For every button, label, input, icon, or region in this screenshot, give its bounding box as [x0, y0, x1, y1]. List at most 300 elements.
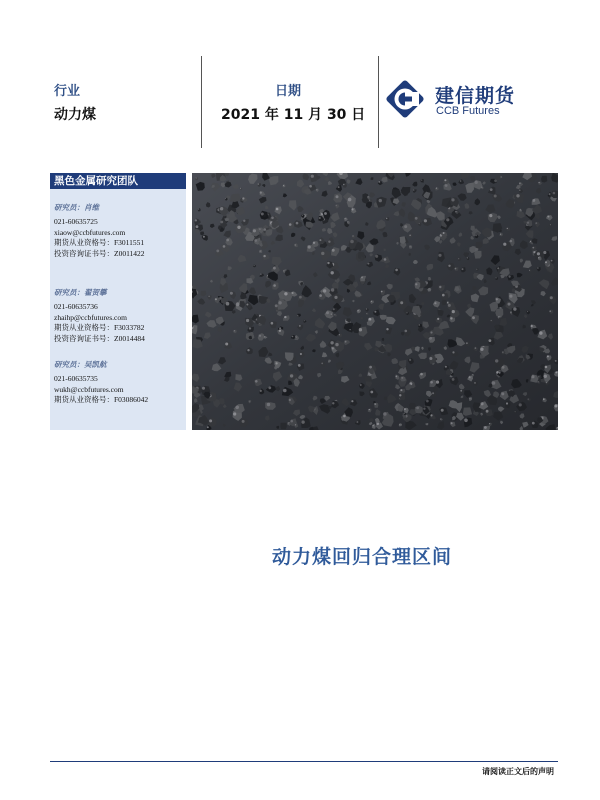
coal-highlight [410, 246, 411, 247]
researcher-name: 研究员：吴凯航 [54, 360, 107, 369]
coal-highlight [279, 327, 281, 329]
coal-highlight [543, 251, 546, 254]
researcher-card [54, 202, 186, 259]
coal-highlight [302, 215, 303, 216]
coal-highlight [299, 325, 301, 327]
coal-highlight [405, 330, 408, 333]
coal-highlight [371, 301, 372, 302]
coal-highlight [331, 271, 334, 274]
coal-highlight [550, 296, 553, 299]
coal-highlight [242, 197, 244, 199]
coal-highlight [220, 207, 223, 210]
coal-highlight [332, 347, 334, 349]
coal-highlight [476, 269, 477, 270]
coal-highlight [223, 245, 226, 248]
coal-highlight [345, 218, 346, 219]
coal-highlight [426, 400, 429, 403]
coal-highlight [366, 308, 367, 309]
coal-highlight [350, 240, 354, 244]
researcher-license-futures: 期货从业资格号：F3033782 [54, 323, 145, 332]
coal-highlight [475, 235, 476, 236]
coal-highlight [538, 381, 539, 382]
researcher-license-consult: 投资咨询证书号：Z0011422 [54, 248, 145, 258]
coal-highlight [415, 283, 417, 285]
coal-highlight [506, 402, 508, 404]
coal-highlight [404, 408, 406, 410]
coal-highlight [289, 223, 292, 226]
coal-highlight [489, 423, 490, 424]
coal-highlight [434, 302, 436, 304]
coal-highlight [538, 376, 540, 378]
coal-highlight [296, 222, 299, 225]
coal-highlight [255, 380, 258, 383]
coal-highlight [437, 318, 439, 320]
coal-highlight [276, 208, 279, 211]
coal-highlight [351, 400, 353, 402]
team-title: 黑色金属研究团队 [50, 173, 186, 189]
coal-highlight [550, 311, 551, 312]
brand-name-cn: 建信期货 [435, 85, 516, 107]
coal-highlight [537, 267, 538, 268]
coal-highlight [436, 381, 439, 384]
coal-highlight [439, 286, 441, 288]
brand-logo [385, 78, 553, 124]
researcher-name: 研究员：肖维 [54, 203, 99, 212]
researcher-phone: 021-60635725 [54, 217, 98, 226]
coal-highlight [553, 192, 556, 195]
coal-highlight [527, 311, 528, 312]
coal-highlight [448, 304, 451, 307]
industry-label: 行业 [54, 84, 81, 99]
coal-highlight [500, 234, 501, 235]
coal-highlight [529, 270, 530, 271]
coal-highlight [284, 292, 287, 295]
coal-highlight [254, 239, 257, 242]
coal-highlight [556, 371, 558, 373]
coal-highlight [452, 310, 455, 313]
coal-highlight [381, 291, 383, 293]
coal-highlight [399, 424, 400, 425]
coal-highlight [335, 343, 338, 346]
coal-highlight [367, 263, 369, 265]
coal-highlight [350, 329, 351, 330]
coal-highlight [359, 328, 362, 331]
coal-highlight [242, 420, 245, 423]
coal-highlight [379, 181, 381, 183]
coal-highlight [196, 177, 197, 178]
coal-highlight [276, 362, 278, 364]
coal-highlight [275, 304, 278, 307]
coal-highlight [273, 267, 276, 270]
coal-highlight [374, 403, 376, 405]
coal-highlight [469, 376, 471, 378]
coal-highlight [475, 181, 478, 184]
coal-highlight [451, 198, 454, 201]
coal-highlight [273, 284, 276, 287]
coal-highlight [496, 298, 498, 300]
coal-highlight [554, 404, 557, 407]
coal-highlight [442, 294, 445, 297]
coal-highlight [284, 316, 286, 318]
coal-highlight [492, 381, 496, 385]
coal-highlight [209, 419, 212, 422]
coal-highlight [503, 243, 506, 246]
coal-texture [192, 173, 558, 430]
coal-highlight [230, 292, 233, 295]
coal-highlight [236, 303, 240, 307]
researcher-license-futures: 期货从业资格号：F3011551 [54, 238, 145, 247]
coal-highlight [415, 217, 418, 220]
coal-highlight [544, 375, 547, 378]
coal-highlight [316, 189, 317, 190]
coal-highlight [539, 331, 542, 334]
coal-highlight [324, 212, 327, 215]
coal-highlight [295, 244, 296, 245]
coal-highlight [400, 389, 402, 391]
coal-highlight [259, 228, 261, 230]
coal-highlight [513, 307, 516, 310]
coal-highlight [430, 331, 432, 333]
coal-highlight [481, 413, 482, 414]
coal-highlight [528, 399, 529, 400]
coal-highlight [258, 183, 259, 184]
industry-value: 动力煤 [54, 107, 96, 123]
coal-highlight [343, 184, 344, 185]
coal-highlight [404, 413, 405, 414]
coal-highlight [484, 426, 487, 429]
coal-highlight [469, 398, 470, 399]
coal-highlight [348, 198, 352, 202]
coal-highlight [496, 277, 497, 278]
coal-highlight [220, 221, 223, 224]
coal-highlight [486, 410, 489, 413]
coal-highlight [202, 387, 205, 390]
coal-highlight [464, 419, 468, 423]
coal-highlight [283, 185, 284, 186]
coal-highlight [447, 302, 448, 303]
coal-highlight [343, 415, 346, 418]
coal-highlight [430, 381, 433, 384]
coal-highlight [259, 335, 261, 337]
coal-highlight [443, 232, 445, 234]
coal-highlight [278, 301, 281, 304]
coal-highlight [429, 337, 432, 340]
coal-highlight [498, 316, 499, 317]
coal-highlight [290, 374, 293, 377]
coal-highlight [334, 314, 335, 315]
researcher-email: wukh@ccbfutures.com [54, 384, 124, 394]
coal-highlight [292, 292, 294, 294]
coal-highlight [327, 262, 329, 264]
coal-highlight [386, 328, 388, 330]
coal-highlight [451, 422, 453, 424]
coal-photo [192, 173, 558, 430]
coal-highlight [254, 265, 255, 266]
coal-highlight [290, 420, 293, 423]
coal-highlight [384, 258, 387, 261]
coal-lump [474, 251, 481, 259]
coal-highlight [494, 195, 497, 198]
coal-highlight [304, 320, 305, 321]
coal-highlight [383, 412, 387, 416]
coal-highlight [323, 289, 326, 292]
coal-lump [280, 423, 286, 430]
coal-highlight [243, 220, 245, 222]
coal-highlight [502, 366, 505, 369]
coal-highlight [196, 225, 199, 228]
coal-highlight [267, 403, 270, 406]
coal-highlight [247, 349, 249, 351]
coal-highlight [499, 372, 501, 374]
coal-highlight [507, 228, 508, 229]
coal-highlight [455, 211, 456, 212]
coal-highlight [319, 217, 321, 219]
coal-highlight [283, 270, 285, 272]
coal-highlight [319, 239, 321, 241]
coal-highlight [313, 242, 315, 244]
coal-highlight [532, 247, 534, 249]
coal-highlight [301, 420, 304, 423]
coal-highlight [338, 186, 340, 188]
coal-highlight [333, 308, 335, 310]
coal-highlight [226, 239, 229, 242]
researcher-email: xiaow@ccbfutures.com [54, 227, 126, 237]
coal-highlight [295, 336, 297, 338]
coal-highlight [543, 398, 545, 400]
coal-highlight [418, 324, 420, 326]
coal-highlight [474, 382, 476, 384]
coal-highlight [279, 330, 281, 332]
coal-highlight [361, 276, 363, 278]
coal-highlight [356, 421, 358, 423]
coal-highlight [409, 359, 411, 361]
ccb-logo-icon [385, 79, 425, 119]
coal-highlight [395, 269, 398, 272]
coal-highlight [500, 307, 501, 308]
coal-highlight [233, 412, 236, 415]
coal-highlight [475, 347, 477, 349]
coal-highlight [326, 311, 329, 314]
coal-highlight [336, 205, 338, 207]
coal-highlight [249, 401, 250, 402]
coal-lump [541, 176, 547, 183]
coal-highlight [331, 314, 332, 315]
coal-highlight [501, 392, 504, 395]
coal-highlight [460, 180, 462, 182]
coal-highlight [452, 378, 455, 381]
coal-highlight [466, 342, 468, 344]
coal-highlight [409, 235, 410, 236]
coal-highlight [450, 317, 452, 319]
coal-highlight [321, 252, 324, 255]
coal-highlight [495, 359, 498, 362]
coal-highlight [352, 235, 353, 236]
researcher-card [54, 287, 186, 344]
coal-highlight [399, 394, 401, 396]
coal-highlight [458, 258, 459, 259]
coal-highlight [557, 427, 558, 428]
researcher-license-consult: 投资咨询证书号：Z0014484 [54, 333, 145, 343]
coal-highlight [537, 252, 540, 255]
coal-highlight [481, 187, 482, 188]
coal-highlight [444, 179, 446, 181]
coal-highlight [538, 182, 539, 183]
coal-highlight [413, 189, 414, 190]
coal-highlight [509, 295, 512, 298]
coal-highlight [283, 389, 287, 393]
coal-highlight [489, 214, 492, 217]
coal-highlight [246, 304, 248, 306]
coal-highlight [215, 298, 217, 300]
coal-highlight [260, 390, 262, 392]
brand-name-en: CCB Futures [436, 105, 500, 117]
coal-highlight [309, 185, 312, 188]
coal-highlight [366, 313, 367, 314]
coal-highlight [351, 208, 353, 210]
coal-highlight [240, 188, 241, 189]
coal-highlight [545, 261, 547, 263]
coal-highlight [225, 343, 228, 346]
coal-highlight [519, 189, 521, 191]
coal-highlight [336, 195, 339, 198]
coal-highlight [379, 199, 382, 202]
coal-highlight [421, 180, 422, 181]
coal-highlight [428, 288, 429, 289]
coal-highlight [195, 219, 197, 221]
coal-highlight [360, 384, 362, 386]
coal-highlight [527, 222, 529, 224]
coal-highlight [445, 184, 448, 187]
date-value: 2021 年 11 月 30 日 [221, 107, 366, 123]
coal-highlight [369, 409, 370, 410]
coal-highlight [263, 255, 265, 257]
coal-highlight [508, 303, 511, 306]
coal-highlight [308, 245, 311, 248]
coal-highlight [432, 392, 434, 394]
coal-highlight [538, 257, 539, 258]
coal-highlight [480, 402, 483, 405]
coal-highlight [300, 353, 302, 355]
coal-lump [409, 245, 412, 249]
coal-highlight [448, 265, 450, 267]
coal-highlight [406, 312, 407, 313]
coal-highlight [530, 241, 531, 242]
researcher-phone: 021-60635736 [54, 302, 98, 311]
coal-highlight [555, 360, 557, 362]
coal-highlight [420, 373, 423, 376]
coal-highlight [332, 249, 335, 252]
coal-highlight [532, 199, 535, 202]
coal-highlight [345, 341, 347, 343]
coal-highlight [328, 241, 330, 243]
coal-highlight [516, 194, 519, 197]
date-label: 日期 [275, 84, 302, 99]
coal-highlight [198, 209, 199, 210]
coal-highlight [203, 236, 205, 238]
coal-highlight [298, 364, 301, 367]
footer-disclaimer-note: 请阅读正文后的声明 [482, 766, 554, 776]
coal-highlight [375, 255, 378, 258]
coal-highlight [550, 224, 551, 225]
coal-highlight [321, 363, 323, 365]
researcher-phone: 021-60635735 [54, 374, 98, 383]
coal-highlight [260, 192, 262, 194]
header-divider-2 [378, 56, 379, 148]
coal-highlight [467, 257, 468, 258]
coal-highlight [386, 218, 387, 219]
coal-highlight [271, 322, 274, 325]
coal-highlight [532, 422, 535, 425]
coal-highlight [424, 219, 427, 222]
coal-highlight [491, 320, 492, 321]
coal-highlight [299, 296, 302, 299]
coal-highlight [226, 302, 230, 306]
coal-highlight [334, 296, 337, 299]
coal-highlight [430, 414, 432, 416]
coal-highlight [510, 312, 511, 313]
coal-highlight [235, 406, 239, 410]
coal-lump [364, 376, 372, 382]
coal-highlight [490, 188, 493, 191]
coal-highlight [330, 341, 333, 344]
research-team-panel [50, 173, 186, 430]
coal-highlight [347, 221, 348, 222]
coal-highlight [400, 301, 403, 304]
coal-highlight [370, 391, 373, 394]
coal-highlight [297, 315, 298, 316]
coal-highlight [268, 386, 271, 389]
header-divider-1 [201, 56, 202, 148]
coal-highlight [311, 175, 314, 178]
coal-highlight [271, 217, 274, 220]
coal-highlight [422, 347, 423, 348]
coal-highlight [531, 375, 534, 378]
coal-highlight [535, 222, 537, 224]
coal-highlight [260, 251, 261, 252]
coal-highlight [289, 399, 291, 401]
researcher-card [54, 359, 186, 406]
coal-highlight [367, 196, 368, 197]
coal-highlight [292, 336, 294, 338]
researcher-name: 研究员：翟贺攀 [54, 288, 107, 297]
coal-highlight [332, 402, 334, 404]
coal-highlight [441, 409, 444, 412]
coal-highlight [472, 374, 473, 375]
coal-highlight [237, 226, 240, 229]
coal-highlight [374, 311, 376, 313]
coal-highlight [429, 357, 432, 360]
coal-highlight [551, 260, 553, 262]
coal-highlight [472, 316, 475, 319]
coal-highlight [460, 390, 462, 392]
report-title: 动力煤回归合理区间 [272, 546, 453, 568]
coal-highlight [357, 310, 358, 311]
coal-highlight [404, 225, 407, 228]
coal-highlight [445, 366, 447, 368]
coal-highlight [253, 229, 256, 232]
coal-highlight [519, 403, 522, 406]
coal-highlight [234, 330, 235, 331]
coal-highlight [509, 276, 511, 278]
coal-highlight [423, 408, 425, 410]
coal-highlight [246, 319, 249, 322]
coal-highlight [519, 183, 521, 185]
coal-highlight [207, 426, 209, 428]
coal-highlight [438, 254, 441, 257]
coal-highlight [440, 419, 441, 420]
coal-highlight [331, 288, 334, 291]
coal-highlight [510, 240, 512, 242]
